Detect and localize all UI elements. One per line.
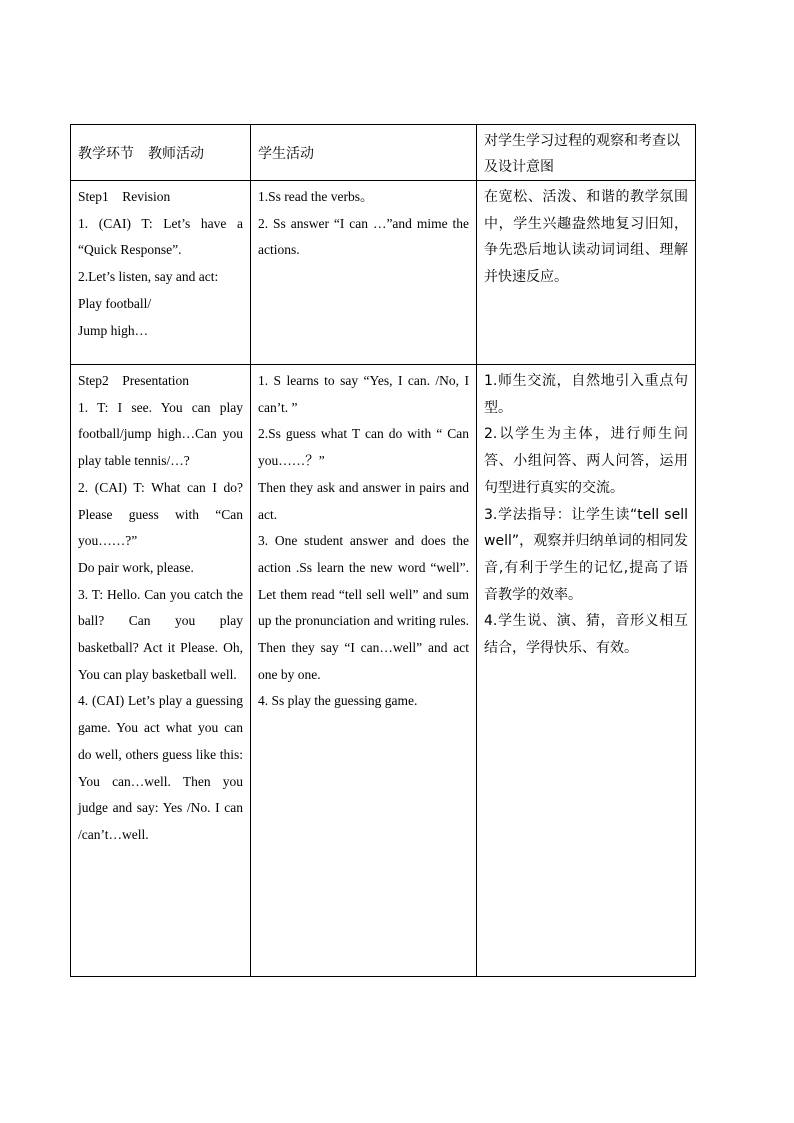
step2-student-line: 2.Ss guess what T can do with “ Can you……？” [258,426,469,469]
step1-teacher-line: Play football/ [78,295,152,311]
table-row-step1 [71,181,696,365]
step2-student-line: 4. Ss play the guessing game. [258,693,418,709]
step1-observation-line: 在宽松、活泼、和谐的教学氛围中，学生兴趣盎然地复习旧知，争先恐后地认读动词词组、理解并快速反应。 [484,189,688,286]
header-observation [477,125,696,181]
header-student [251,125,477,181]
step2-teacher-line: 4. (CAI) Let’s play a guessing game. You act what you can do well, others guess like this: You can…well. Then you judge and say: Yes /No. I can /can’t…well. [78,693,243,842]
step1-teacher-line: 2.Let’s listen, say and act: [78,269,219,285]
step2-observation-cell [477,365,696,977]
header-stage-teacher [71,125,251,181]
step2-observation-line: 2.以学生为主体，进行师生问答、小组问答、两人问答，运用句型进行真实的交流。 [484,426,688,496]
step2-observation-line: 4.学生说、演、猜，音形义相互结合，学得快乐、有效。 [484,613,688,657]
step1-teacher-line: 1. (CAI) T: Let’s have a “Quick Response”. [78,215,243,258]
step2-student-line: 3. One student answer and does the action .Ss learn the new word “well”. Let them read “tell sell well” and sum up the pronunciation and writing rules. Then they say “I can…well” and act one by one. [258,533,469,682]
header-student-text: 学生活动 [258,146,314,162]
step2-student-line: 1. S learns to say “Yes, I can. /No, I can’t. ” [258,373,469,415]
header-observation-text: 对学生学习过程的观察和考查以及设计意图 [484,133,680,175]
header-row [71,125,696,181]
step2-student-line: Then they ask and answer in pairs and act. [258,479,469,522]
step2-student-cell [251,365,477,977]
step2-teacher-line: Do pair work, please. [78,559,194,575]
step2-teacher-line: Step2 Presentation [78,373,189,388]
step2-observation-line: 3.学法指导：让学生读“tell sell well”，观察并归纳单词的相同发音,有利于学生的记忆,提高了语音教学的效率。 [484,506,688,603]
step2-teacher-line: 2. (CAI) T: What can I do? Please guess with “Can you……?” [78,479,243,549]
step1-teacher-line: Jump high… [78,322,149,338]
step1-student-line: 1.Ss read the verbs。 [258,189,374,204]
table-row-step2 [71,365,696,977]
step1-teacher-cell [71,181,251,365]
step1-teacher-line: Step1 Revision [78,189,171,204]
step2-teacher-line: 3. T: Hello. Can you catch the ball? Can you play basketball? Act it Please. Oh, You can play basketball well. [78,586,243,682]
header-stage-teacher-text: 教学环节 教师活动 [78,146,204,162]
step1-student-cell [251,181,477,365]
step2-teacher-line: 1. T: I see. You can play football/jump high…Can you play table tennis/…? [78,399,243,469]
step2-observation-line: 1.师生交流，自然地引入重点句型。 [484,373,688,416]
step1-student-line: 2. Ss answer “I can …”and mime the actions. [258,215,469,258]
step2-teacher-cell [71,365,251,977]
lesson-plan-table [70,124,696,977]
step1-observation-cell [477,181,696,365]
